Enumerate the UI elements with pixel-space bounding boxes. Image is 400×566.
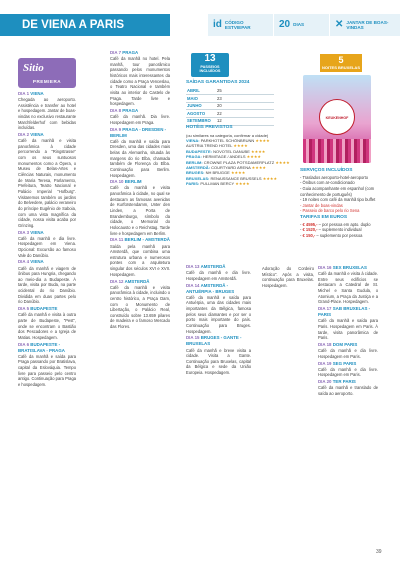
day-number: DIA 13 [186,264,200,269]
itinerary-day [318,265,378,305]
tarifa-price: € 4595,- [302,221,318,227]
day-number: DIA 11 [110,237,124,243]
servico-item: - Guia acompanhante em espanhol (com conhecimento de português) [300,186,378,197]
code-label: CÓDIGO ESTVIEPAR [224,19,251,30]
saida-month: JUNHO [186,102,216,110]
tier-label: PREMIERA [32,78,62,84]
itinerary-day [18,91,76,131]
day-city: SAB BRUXELAS - PARIS [318,306,371,318]
day-number: DIA 7 [110,50,122,55]
day-description: Café da manhã e visita panorâmica à cidade, no qual se destacam as famosas avenidas de Kurfürstendamm, Unter den Linden, a Porta de Brandemburgo, símbolo da cidade, o Memorial do Holocausto e o Reichstag. Tarde livre e hospedagem em Berlim. [110,185,170,236]
passeios-number: 13 [204,53,216,64]
column-3-lower [186,264,251,377]
itinerary-day [110,50,170,107]
itinerary-day [318,306,378,341]
hoteis-section [186,125,298,187]
day-description: Café da manhã. Dia livre. Hospedagem em Praga. [110,114,170,125]
day-description: Café da manhã e visita panorâmica à cidade percorrendo a "Ringstrasse" com os seus suntuosos monumentos como a Ópera, o Museu de Belas-Artes e Ciências Naturais, monumento de Maria Teresa, Parlamento, Prefeitura, Teatro Nacional e Palácio Imperial "Hofburg". Visitaremos também os jardins do Belvedere, palácio veraneiro do príncipe Eugênio de Saboia, com uma vista magnífica da cidade, nossa visita acaba por Grinzing. [18,138,76,228]
days-label: DIAS [293,22,305,28]
saida-row [186,102,274,110]
day-city: VIENA [30,132,44,138]
day-description: Adoração do Cordeiro Místico". Após a visita, continuação para Bruxelas. Hospedagem. [262,266,314,288]
saida-days: 23 [216,95,274,103]
day-description: Café da manhã e dia livre. Hospedagem em Paris. [318,348,378,359]
itinerary-day [18,132,76,228]
day-description: Café da manhã e saída para Paris. Hospedagem em Paris. À tarde, visita panorâmica de Paris. [318,318,378,341]
hotel-stars: ★★★★ [251,148,266,154]
saida-month: AGOSTO [186,110,216,118]
day-number: DIA 3 [18,229,30,235]
hotel-row [186,181,298,186]
saida-month: SETEMBRO [186,117,216,125]
hotel-name: CROWNE PLAZA POTSDAMERPLATZ [203,159,275,165]
day-number: DIA 5 [18,306,30,312]
day-description: Café da manhã e visita à outra parte de Budapeste, "Pest", onde se encontram o Bastião dos Pescadores e a Igreja de Matias. Hospedagem. [18,312,76,340]
day-number: DIA 16 [318,265,332,270]
hotel-city: BRUXELAS: [186,175,210,181]
itinerary-day [110,279,170,330]
day-heading [186,335,251,347]
servicos-section [300,168,378,239]
tarifa-price: € 150,- [302,232,316,238]
tarifa-text: por pessoa em apto. duplo [322,221,371,227]
hotel-stars: ★★★★ [233,143,248,149]
day-heading [186,283,251,295]
hotel-city: PARIS: [186,181,200,187]
itinerary-day [110,237,170,277]
hotel-stars: ★★★★ [275,159,290,165]
hotel-name: RENAISSANCE BRUSSELS [210,175,262,181]
hotel-city: BUDAPESTE: [186,148,213,154]
saidas-title: SAÍDAS GARANTIDAS 2024 [186,80,250,85]
hotel-name: NH BRUGGE [205,170,230,176]
column-2 [110,50,170,331]
hotel-name: AUSTRIA TREND HOTEL [186,143,233,149]
hotel-stars: ★★★★ [235,181,250,187]
page-number: 39 [376,549,382,555]
dia-extra-box [320,54,362,72]
day-description: Chegada ao aeroporto. Assistência e transfer ao hotel e hospedagem. Jantar de boas-vindas no exclusivo restaurante Marchfelderhof com bebidas incluídas. [18,97,76,131]
saida-days: 20 [216,102,274,110]
hotel-name: PARKHOTEL SCHÖNBRUNN [200,138,255,143]
tarifa-text: suplemento por pessoa [319,232,363,238]
tarifa-price: € 1520,- [302,227,318,233]
page-title: DE VIENA A PARIS [0,14,170,36]
tulips-image [303,139,371,163]
day-description: Café da manhã e saída para Antuérpia, uma das cidades mais importantes da Bélgica, famosa pelos seus diamantes e por ser o porto mais importante do país. Continuação para Bruges. Hospedagem. [186,294,251,334]
tarifas-list [300,222,378,239]
saida-days: 22 [216,110,274,118]
saidas-section [186,80,276,130]
day-city: AMSTERDÃ - ANTUÉRPIA - BRUGES [186,282,235,294]
day-number: DIA 6 [18,341,30,347]
day-city: BERLIM [124,179,142,185]
dia-extra-badge [320,54,362,72]
day-number: DIA 4 [18,259,30,265]
hotel-city: AMSTERDÃ: [186,164,210,170]
day-heading [318,306,378,318]
code-badge [207,14,273,36]
day-description: Café da manhã e saída para Praga passando por Bratislava, capital da Eslováquia. Tempo livre para passeio pelo centro antigo. Continuação para Praga e hospedagem. [18,353,76,388]
day-city: BERLIM - AMSTERDÃ [124,237,170,243]
hotel-name: COURTYARD ARENA [211,164,251,170]
dinner-icon: ✕ [335,19,344,31]
day-city: PRAGA - DRESDEN - BERLIM [110,126,167,138]
day-description: Café da manhã e dia livre. Hospedagem em Amsterdã. [186,270,251,281]
hotel-city: PRAGA: [186,154,202,160]
hotel-city: BERLIM: [186,159,203,165]
hotel-stars: ★★★★ [262,175,278,181]
servicos-list [300,175,378,214]
day-description: Café da manhã e saída para Dresden, uma das cidades mais belas da Alemanha, situada às margens do rio Elba, chamada também de Florença do Elba. Continuação para Berlim. Hospedagem. [110,138,170,178]
hotel-name: PULLMAN BERCY [200,181,235,187]
day-city: AMSTERDÃ [200,264,226,269]
day-description: Café da manhã e visita panorâmica à cidade, incluindo o centro histórico, a Praça Dam, com o Monumento de Libertação, o Palácio Real, construído sobre 13.659 pilares de madeira e o famoso Mercado das Flores. [110,284,170,330]
itinerary-day [18,259,76,305]
tarifa-item: - € 150,- – suplemento por pessoa [300,233,378,239]
servico-item: - 19 noites com café da manhã tipo buffet [300,197,378,203]
dinner-badge [329,14,400,36]
itinerary-day [110,127,170,179]
day-number: DIA 9 [110,126,122,132]
day-city: VIENA [30,229,44,235]
day-description: Café da manhã e dia livre. Hospedagem em Paris. [318,366,378,378]
saida-row [186,110,274,118]
saida-row [186,88,274,95]
itinerary-day [110,108,170,125]
saida-days: 12 [216,117,274,125]
saida-row [186,95,274,103]
hotel-name: HERMITAGE / ANDELS [202,154,246,160]
day-number: DIA 19 [318,360,332,366]
day-city: DOM PARIS [332,342,358,348]
servico-item: - Traslados aeroporto-hotel-aeroporto [300,175,378,181]
hotel-city: BRUGES: [186,170,205,176]
itinerary-day [318,379,378,396]
servico-item: - Passeio de barco pelo rio Sena [300,208,378,214]
column-5 [318,265,378,398]
tarifas-title: TARIFAS EM EUROS [300,215,348,221]
itinerary-day [110,179,170,236]
day-number: DIA 1 [18,91,30,96]
saida-month: MAIO [186,95,216,103]
hoteis-subtitle: (ou similares na categoria, confirmar a cidade) [186,132,269,138]
day-number: DIA 2 [18,132,30,138]
day-description: Café da manhã no hotel. Pela manhã, tour panorâmico passando pelos monumentos históricos mais interessantes da cidade como a Praça Venceslau, o Teatro Nacional e também visita ao interior do Castelo de Praga. Tarde livre e hospedagem. [110,56,170,107]
itinerary-day [18,342,76,388]
day-city: VIENA [30,259,44,265]
saidas-table [186,88,274,126]
saida-days: 25 [216,88,274,95]
hotel-name: NOVOTEL DANUBE [213,148,250,154]
days-badge [273,14,329,36]
header-badges [207,14,400,36]
hoteis-title: HOTÉIS PREVISTOS [186,125,233,130]
day-heading [110,127,170,139]
column-4 [262,266,314,290]
itinerary-day [318,342,378,359]
dia-extra-label: NOITES BRUXELAS [321,65,360,70]
tarifa-item: - € 1520,- – suplemento individual [300,227,378,233]
servico-item: - Ônibus com ar-condicionado [300,180,378,186]
passeios-label: PASSEIOS INCLUÍDOS [199,65,221,74]
saida-month: ABRIL [186,88,216,95]
day-description: Café da manhã e viagem de ônibus para Hungria, chegando ao meio-dia a Budapeste. À tarde, visita por Buda, na parte ocidental do rio Danúbio. Dividida em duas partes pelo rio Danúbio. [18,265,76,305]
id-icon: id [213,19,222,31]
day-city: AMSTERDÃ [124,278,150,284]
day-city: VIENA [30,91,44,96]
day-city: PRAGA [122,108,139,114]
hotel-stars: ★★★★ [251,164,267,170]
passeios-badge [191,53,229,77]
day-number: DIA 17 [318,306,332,312]
day-city: BUDAPESTE [30,306,58,312]
hotel-stars: ★★★★ [230,170,246,176]
day-city: TER PARIS [332,379,356,385]
days-number: 20 [279,19,291,31]
saida-row [186,117,274,125]
itinerary-day [18,230,76,259]
itinerary-day [262,266,314,289]
day-description: Café da manhã e dia livre. Hospedagem em Viena. Opcional: Excursão ao famoso Vale do Danúbio. [18,235,76,258]
keukenhof-logo: KEUKENHOF [319,99,355,135]
itinerary-day [186,335,251,375]
day-number: DIA 10 [110,179,124,185]
day-city: SEX BRUXELAS [332,265,367,270]
day-number: DIA 14 [186,282,200,288]
day-number: DIA 8 [110,108,122,114]
day-number: DIA 18 [318,342,332,348]
day-number: DIA 12 [110,278,124,284]
sitio-premiera-badge [18,58,76,88]
day-number: DIA 15 [186,335,200,341]
day-heading [18,342,76,354]
day-number: DIA 20 [318,379,332,385]
itinerary-day [318,361,378,378]
hotel-stars: ★★★★ [246,154,261,160]
day-city: PRAGA [122,50,139,55]
dinner-label: JANTAR DE BOAS-VINDAS [346,19,389,30]
page-header [0,14,400,36]
tarifa-item: - € 4595,- – por pessoa em apto. duplo [300,222,378,228]
day-heading [110,237,170,243]
day-description: Café da manhã e translado de saída ao aeroporto. [318,385,378,396]
day-description: Café da manhã e breve visita a cidade. Visita a Gante. Continuação para Bruxelas, capital da Bélgica e sede da União Europeia. Hospedagem. [186,347,251,376]
servico-item: - Jantar de boas-vindas [300,203,378,209]
day-city: BRUGES - GANTE - BRUXELAS [186,335,242,347]
column-1 [18,58,76,389]
hotel-stars: ★★★★ [255,138,270,143]
brand-logo: Sitio [23,62,44,74]
day-city: SEG PARIS [332,360,357,366]
tarifa-text: suplemento individual [322,227,362,233]
day-description: Saída pela manhã para Amsterdã, que combina uma estrutura urbana e numerosos pontes com a arquitetura singular dos séculos XVI e XVII. Hospedagem. [110,243,170,277]
servicos-title: SERVIÇOS INCLUÍDOS [300,168,353,173]
day-description: Café da manhã e visita à cidade. Entre seus edifícios se destacam a Catedral de St. Michel e Santa Gudula, o Atomium, a Praça da Justiça e a Grand-Place. Hospedagem. [318,271,378,305]
itinerary-day [18,306,76,340]
keukenhof-image [303,75,371,163]
itinerary-day [186,283,251,335]
dia-extra-number: 5 [338,55,344,65]
itinerary-day [186,264,251,281]
hotel-city: VIENA: [186,138,200,143]
day-city: BUDAPESTE - BRATISLAVA - PRAGA [18,341,65,353]
